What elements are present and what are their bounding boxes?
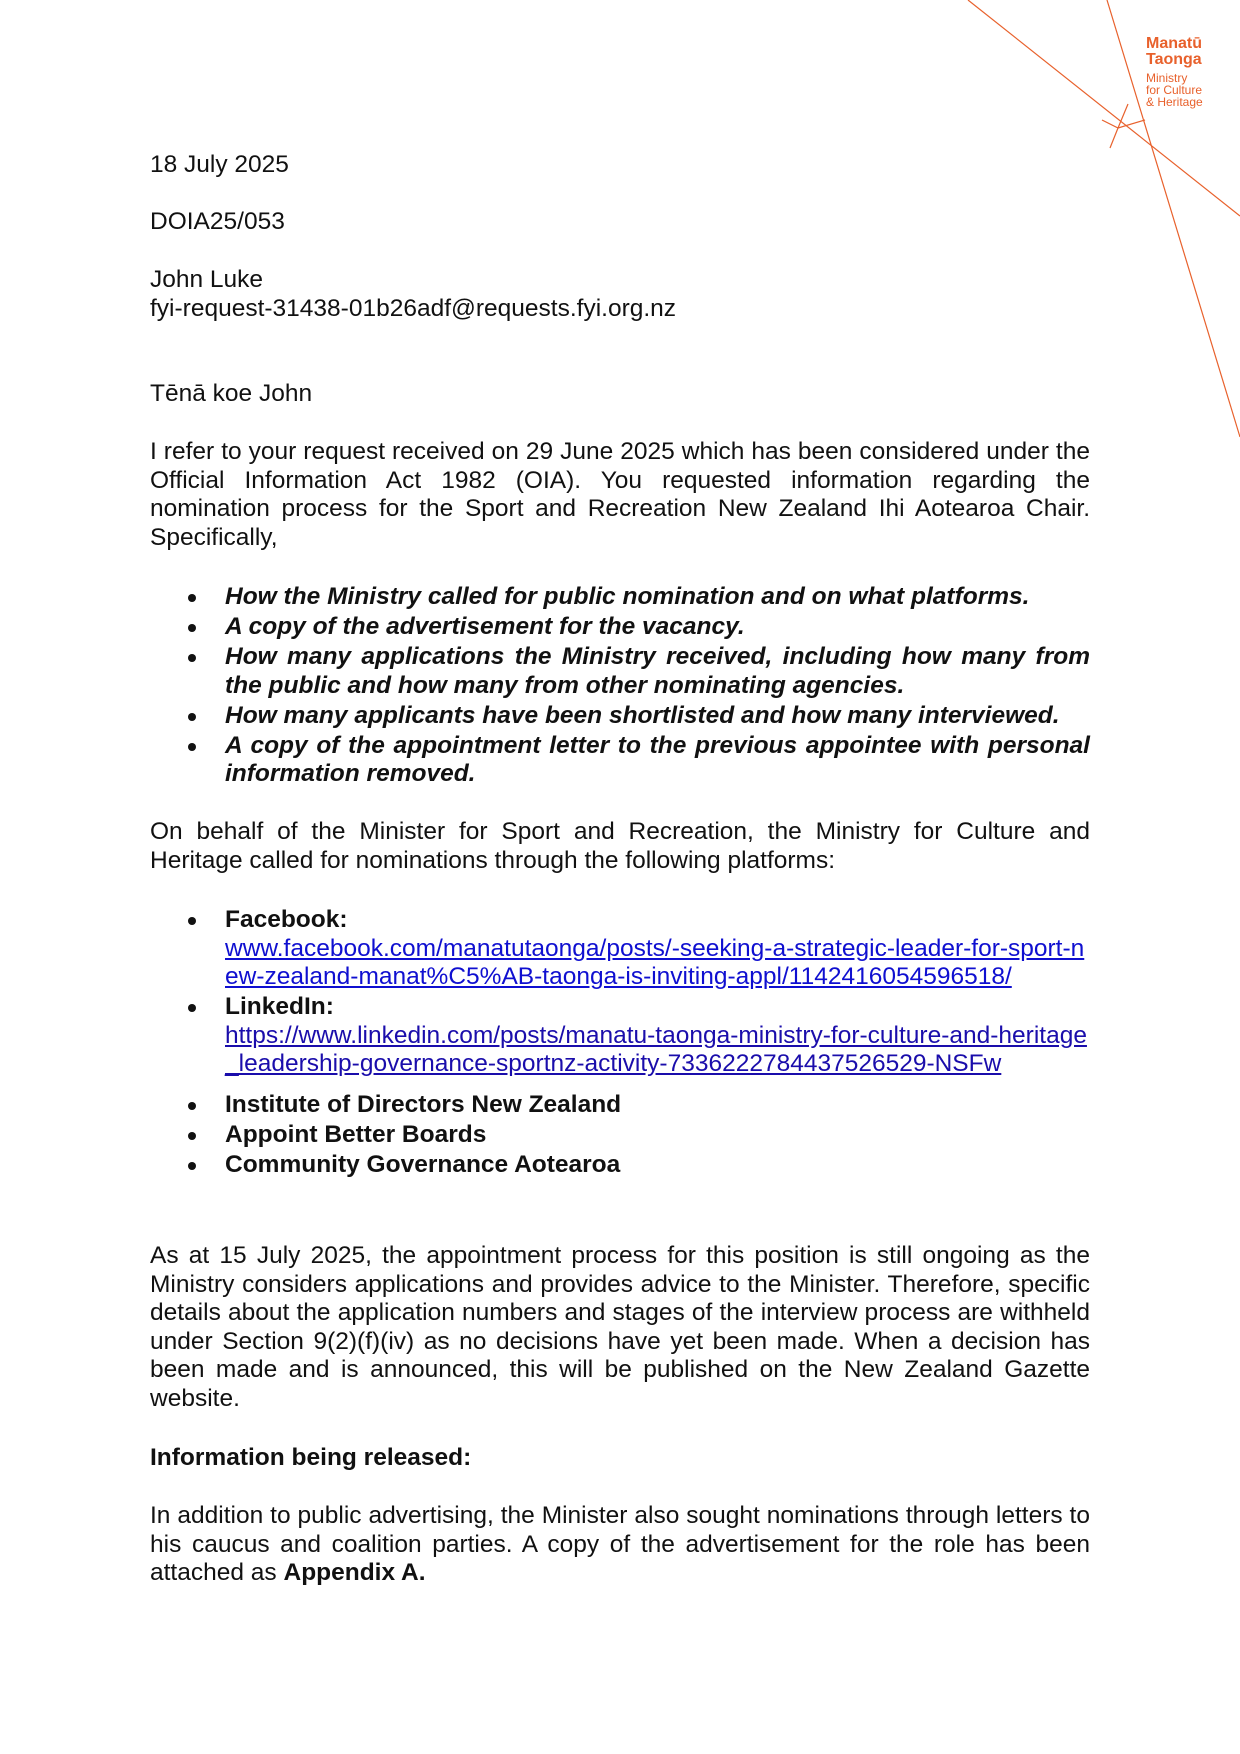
list-item-text: How the Ministry called for public nomination and on what platforms. xyxy=(225,583,1030,610)
bullet-icon xyxy=(188,713,196,721)
bullet-icon xyxy=(188,1102,196,1110)
list-item xyxy=(150,732,1090,789)
request-items-list xyxy=(150,583,1090,790)
paragraph-released-text: In addition to public advertising, the Minister also sought nominations through letters to his caucus and coalition parties. A copy of the advertisement for the role has been attached as xyxy=(150,1502,1090,1586)
platform-item-text: Community Governance Aotearoa xyxy=(225,1150,621,1178)
linkedin-label: LinkedIn: xyxy=(225,993,334,1020)
bullet-icon xyxy=(188,624,196,632)
facebook-label: Facebook: xyxy=(225,906,348,933)
list-item-text: How many applications the Ministry received, including how many from the public and how many from other nominating agencies. xyxy=(225,643,1090,699)
list-item-text: How many applicants have been shortlisted and how many interviewed. xyxy=(225,701,1060,729)
bullet-icon xyxy=(188,743,196,751)
platform-item-abb xyxy=(150,1121,1090,1150)
starburst-line xyxy=(1118,104,1128,128)
ministry-logo xyxy=(1146,36,1232,108)
starburst-line xyxy=(1110,128,1118,148)
letter-reference: DOIA25/053 xyxy=(150,208,285,235)
bullet-icon xyxy=(188,1004,196,1012)
bullet-icon xyxy=(188,917,196,925)
list-item xyxy=(150,702,1090,731)
list-item xyxy=(150,643,1090,700)
list-item-text: A copy of the advertisement for the vacancy. xyxy=(225,613,745,640)
greeting: Tēnā koe John xyxy=(150,380,313,407)
bullet-icon xyxy=(188,594,196,602)
platform-item-linkedin xyxy=(150,993,1090,1079)
letter-date: 18 July 2025 xyxy=(150,151,289,178)
paragraph-withheld: As at 15 July 2025, the appointment process for this position is still ongoing as the Ministry considers applications and provides advice to the Minister. Therefore, specific details about the application numbers and stages of the interview process are withheld under Section 9(2)(f)(iv) as no decisions have yet been made. When a decision has been made and is announced, this will be published on the New Zealand Gazette website. xyxy=(150,1242,1090,1412)
list-item xyxy=(150,613,1090,642)
logo-sub-line1: Ministry xyxy=(1146,71,1188,85)
platform-item-facebook xyxy=(150,906,1090,992)
bullet-icon xyxy=(188,654,196,662)
bullet-icon xyxy=(188,1162,196,1170)
logo-name-line2: Taonga xyxy=(1146,51,1202,68)
recipient-email: fyi-request-31438-01b26adf@requests.fyi.org.nz xyxy=(150,294,677,322)
logo-name-line1: Manatū xyxy=(1146,35,1202,52)
bullet-icon xyxy=(188,1132,196,1140)
starburst-line xyxy=(1102,120,1118,128)
logo-sub-line3: & Heritage xyxy=(1146,95,1203,109)
recipient-block xyxy=(150,266,1090,323)
section-heading: Information being released: xyxy=(150,1444,472,1471)
paragraph-request: I refer to your request received on 29 June 2025 which has been considered under the Official Information Act 1982 (OIA). You requested information regarding the nomination process for the Sport and Recreation New Zealand Ihi Aotearoa Chair. Specifically, xyxy=(150,438,1090,551)
appendix-reference: Appendix A. xyxy=(283,1559,426,1586)
recipient-name: John Luke xyxy=(150,266,264,293)
platform-item-cga xyxy=(150,1151,1090,1180)
facebook-link[interactable]: www.facebook.com/manatutaonga/posts/-seeking-a-strategic-leader-for-sport-new-zealand-manat%C5%AB-taonga-is-inviting-appl/1142416054596518/ xyxy=(225,934,1085,990)
list-item-text: A copy of the appointment letter to the previous appointee with personal information removed. xyxy=(225,731,1090,787)
platforms-list xyxy=(150,906,1090,1181)
logo-sub-line2: for Culture xyxy=(1146,83,1203,97)
paragraph-released xyxy=(150,1502,1090,1588)
platform-item-text: Institute of Directors New Zealand xyxy=(225,1090,622,1118)
linkedin-link[interactable]: https://www.linkedin.com/posts/manatu-taonga-ministry-for-culture-and-heritage_leadership-governance-sportnz-activity-7336222784437526529-NSFw xyxy=(225,1021,1087,1077)
list-item xyxy=(150,583,1090,612)
paragraph-platforms-intro: On behalf of the Minister for Sport and Recreation, the Ministry for Culture and Heritage called for nominations through the following platforms: xyxy=(150,818,1090,874)
platform-item-iod xyxy=(150,1091,1090,1120)
starburst-line xyxy=(1118,120,1145,128)
platform-item-text: Appoint Better Boards xyxy=(225,1120,487,1148)
